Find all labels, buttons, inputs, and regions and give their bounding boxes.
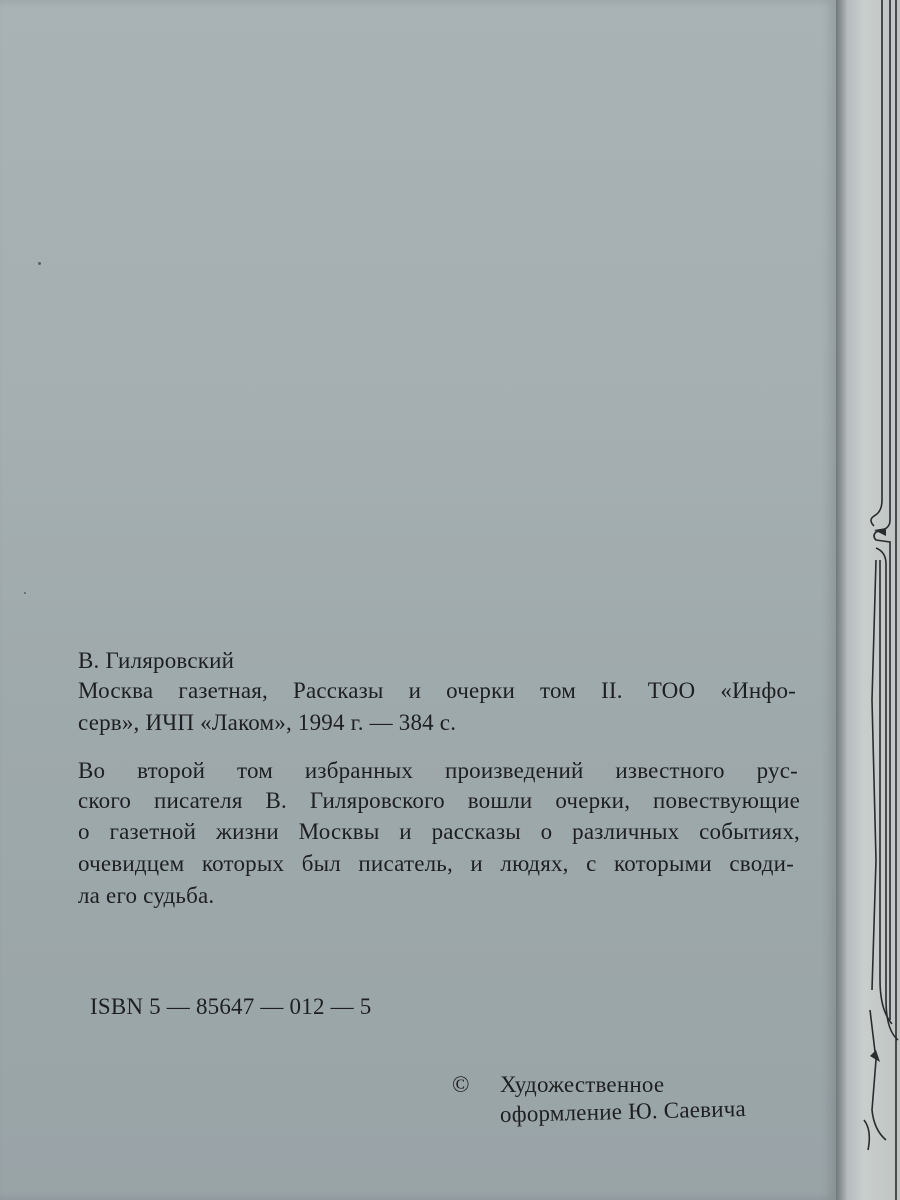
annotation-line-4: очевидцем которых был писатель, и людях, с которыми своди- — [78, 851, 794, 876]
copyright-block — [452, 1068, 812, 1138]
description-line-1: Москва газетная, Рассказы и очерки том II. ТОО «Инфо- — [78, 678, 796, 703]
annotation-line-5: ла его судьба. — [78, 883, 215, 908]
annotation-line-2: ского писателя В. Гиляровского вошли очерки, повествующие — [78, 788, 800, 813]
copyright-line-1: Художественное — [500, 1072, 665, 1097]
isbn: ISBN 5 — 85647 — 012 — 5 — [90, 994, 372, 1019]
description-line-2: серв», ИЧП «Лаком», 1994 г. — 384 с. — [78, 710, 457, 735]
copyright-symbol: © — [452, 1072, 470, 1097]
author-name: В. Гиляровский — [78, 648, 235, 673]
copyright-line-2: оформление Ю. Саевича — [499, 1095, 747, 1127]
annotation-line-1: Во второй том избранных произведений известного рус- — [78, 758, 798, 783]
decorative-border-ornament — [846, 0, 900, 1200]
paper-speck — [24, 592, 26, 594]
annotation-line-3: о газетной жизни Москвы и рассказы о различных событиях, — [78, 819, 800, 844]
paper-speck — [38, 262, 41, 265]
